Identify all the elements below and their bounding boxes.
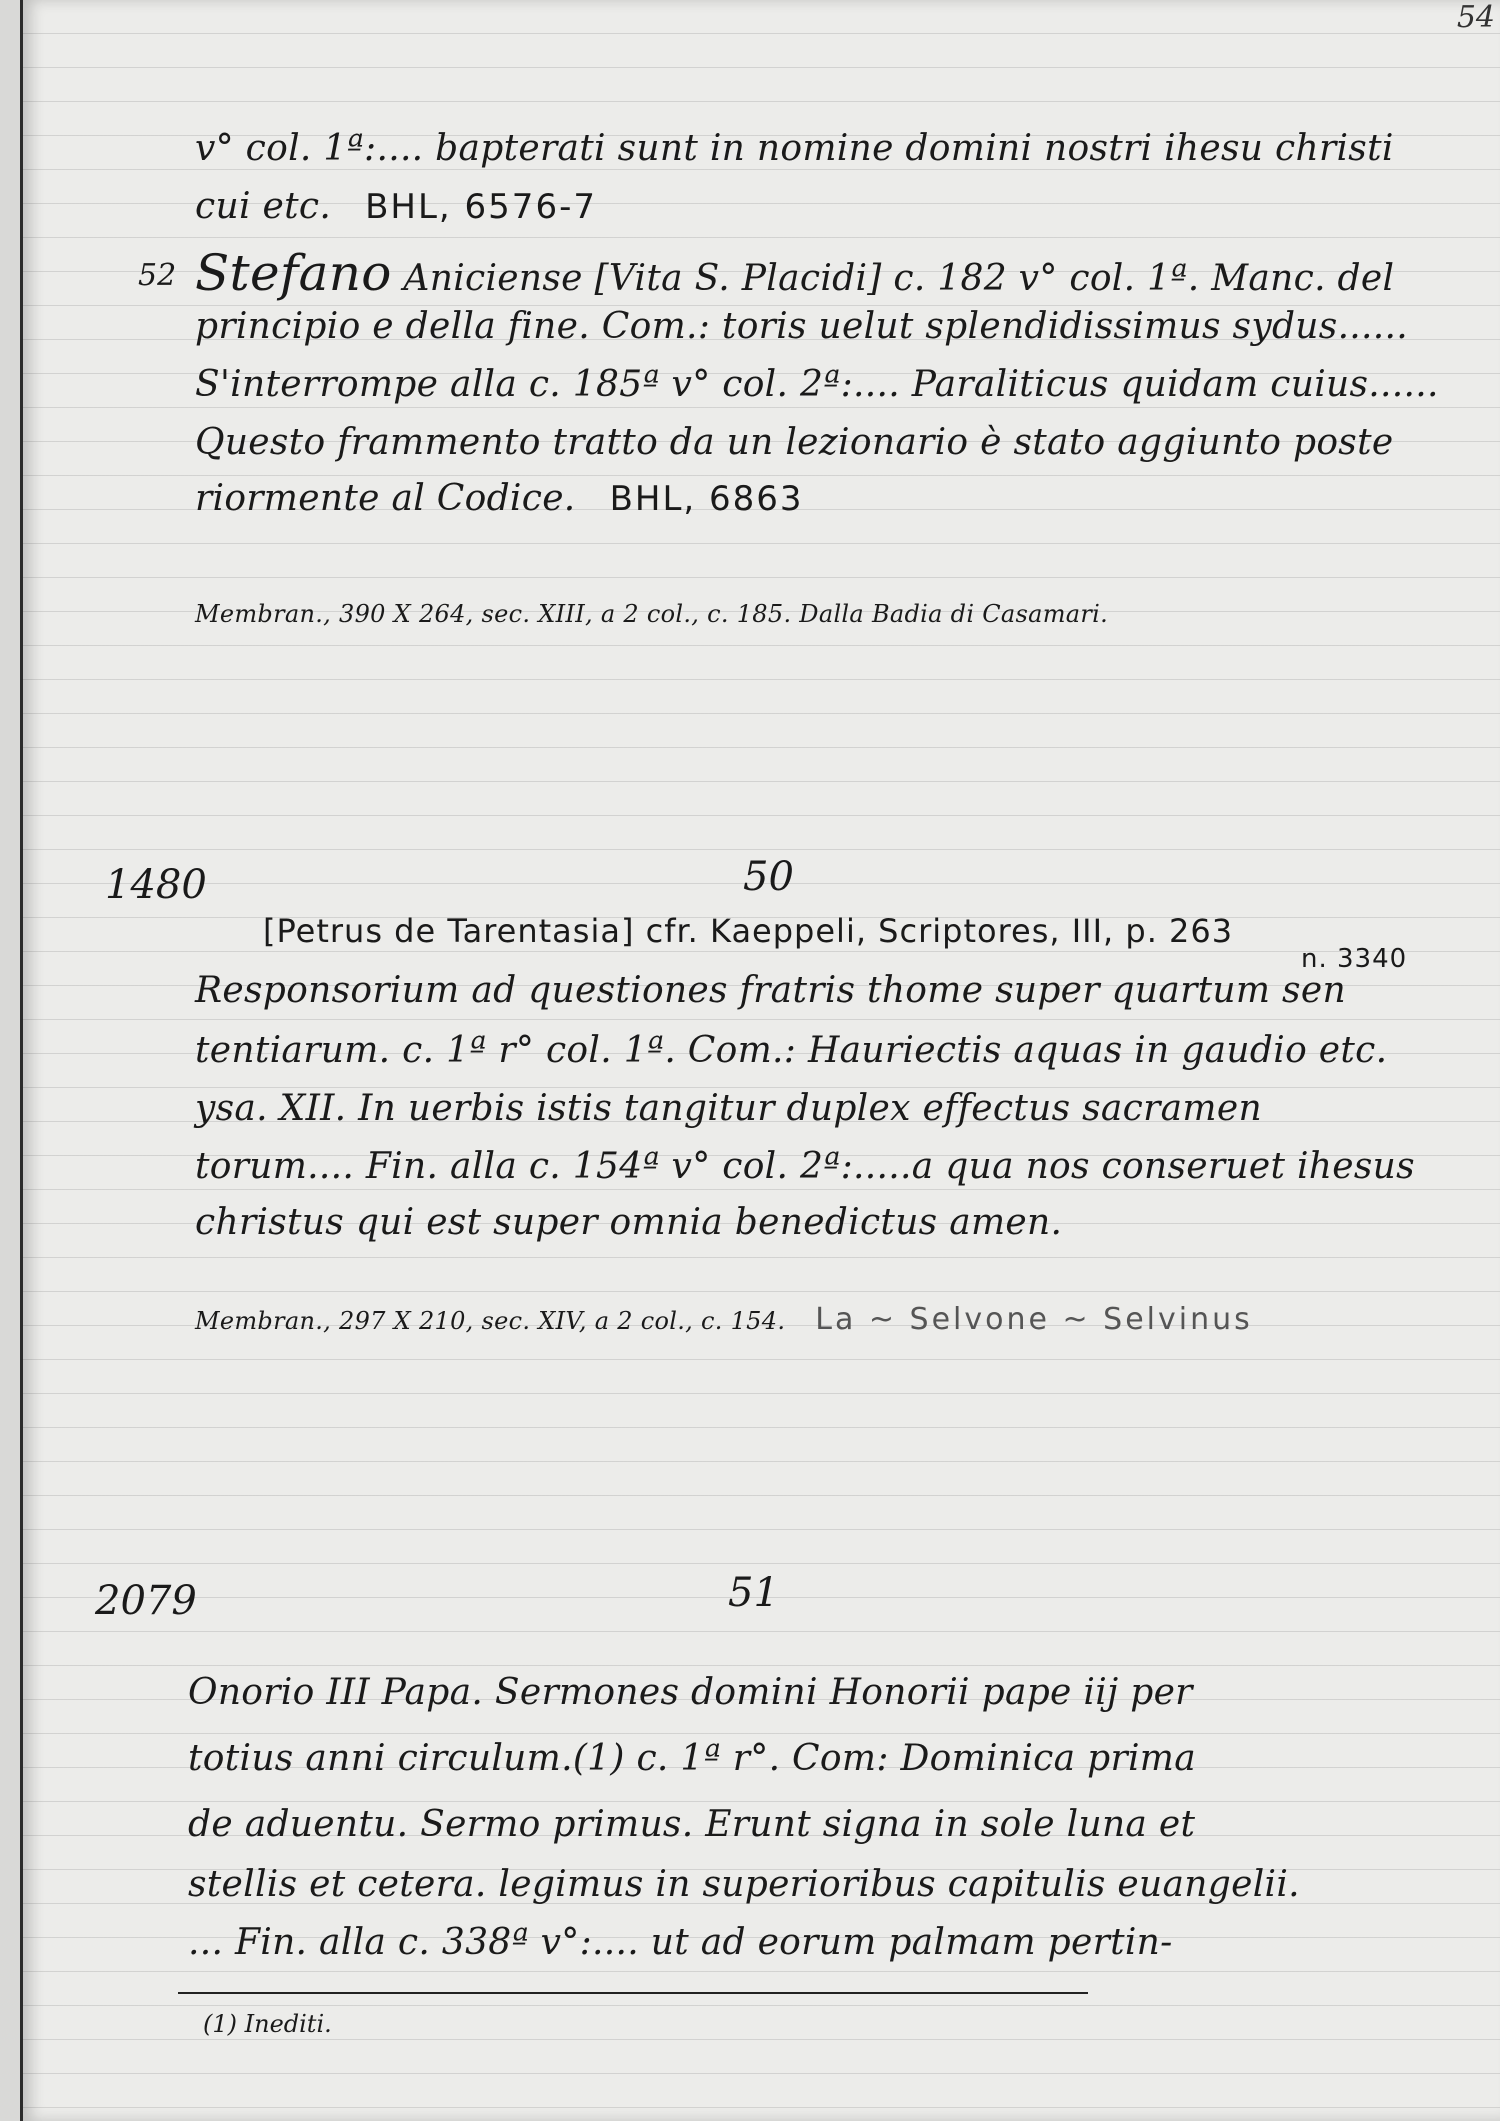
entry-52-description: Membran., 390 X 264, sec. XIII, a 2 col., c. 185. Dalla Badia di Casamari.: [195, 600, 1109, 628]
bhl-reference: BHL, 6863: [609, 479, 804, 519]
page-number: 54: [1456, 0, 1495, 35]
entry-52-line-1: [195, 244, 1394, 302]
entry-50-line-3: ysa. XII. In uerbis istis tangitur duplex effectus sacramen: [195, 1088, 1262, 1129]
continuation-line-2: [195, 186, 597, 227]
entry-50-line-5: christus qui est super omnia benedictus amen.: [195, 1202, 1063, 1243]
ledger-page: [20, 0, 1500, 2121]
entry-52-line-5: [195, 478, 804, 519]
entry-52-title: Aniciense [Vita S. Placidi] c. 182 v° col. 1ª. Manc. del: [403, 258, 1395, 299]
entry-51-number: 51: [728, 1570, 779, 1616]
entry-51-line-2: totius anni circulum.(1) c. 1ª r°. Com: Dominica prima: [188, 1738, 1197, 1779]
entry-52-margin-number: 52: [138, 258, 177, 293]
entry-52-line-3: S'interrompe alla c. 185ª v° col. 2ª:.... Paraliticus quidam cuius......: [195, 364, 1439, 405]
entry-51-line-1: Onorio III Papa. Sermones domini Honorii pape iij per: [188, 1672, 1193, 1713]
entry-51-line-5: ... Fin. alla c. 338ª v°:.... ut ad eorum palmam pertin-: [188, 1922, 1173, 1963]
entry-51-line-4: stellis et cetera. legimus in superioribus capitulis euangelii.: [188, 1864, 1300, 1905]
footnote-separator: [178, 1992, 1088, 1994]
entry-50-shelfmark: 1480: [105, 862, 207, 908]
entry-50-note-number: n. 3340: [1301, 944, 1408, 974]
continuation-text: cui etc.: [195, 186, 332, 227]
entry-52-text: riormente al Codice.: [195, 478, 576, 519]
entry-51-line-3: de aduentu. Sermo primus. Erunt signa in sole luna et: [188, 1804, 1196, 1845]
entry-50-line-1: Responsorium ad questiones fratris thome super quartum sen: [195, 970, 1346, 1011]
entry-52-author: Stefano: [195, 244, 392, 302]
footnote: (1) Inediti.: [203, 2010, 332, 2038]
entry-52-line-4: Questo frammento tratto da un lezionario è stato aggiunto poste: [195, 422, 1394, 463]
entry-50-note: [Petrus de Tarentasia] cfr. Kaeppeli, Scriptores, III, p. 263: [263, 912, 1234, 950]
entry-50-line-4: torum.... Fin. alla c. 154ª v° col. 2ª:.....a qua nos conseruet ihesus: [195, 1146, 1415, 1187]
entry-52-line-2: principio e della fine. Com.: toris uelut splendidissimus sydus......: [195, 306, 1409, 347]
entry-50-faint-note: La ~ Selvone ~ Selvinus: [815, 1302, 1253, 1337]
bhl-reference-prev: BHL, 6576-7: [365, 187, 597, 227]
entry-50-line-2: tentiarum. c. 1ª r° col. 1ª. Com.: Hauriectis aquas in gaudio etc.: [195, 1030, 1388, 1071]
entry-50-description: [195, 1302, 1253, 1337]
entry-50-number: 50: [743, 854, 794, 900]
entry-51-shelfmark: 2079: [95, 1578, 197, 1624]
entry-50-desc-text: Membran., 297 X 210, sec. XIV, a 2 col., c. 154.: [195, 1307, 786, 1335]
continuation-line-1: v° col. 1ª:.... bapterati sunt in nomine domini nostri ihesu christi: [195, 128, 1394, 169]
